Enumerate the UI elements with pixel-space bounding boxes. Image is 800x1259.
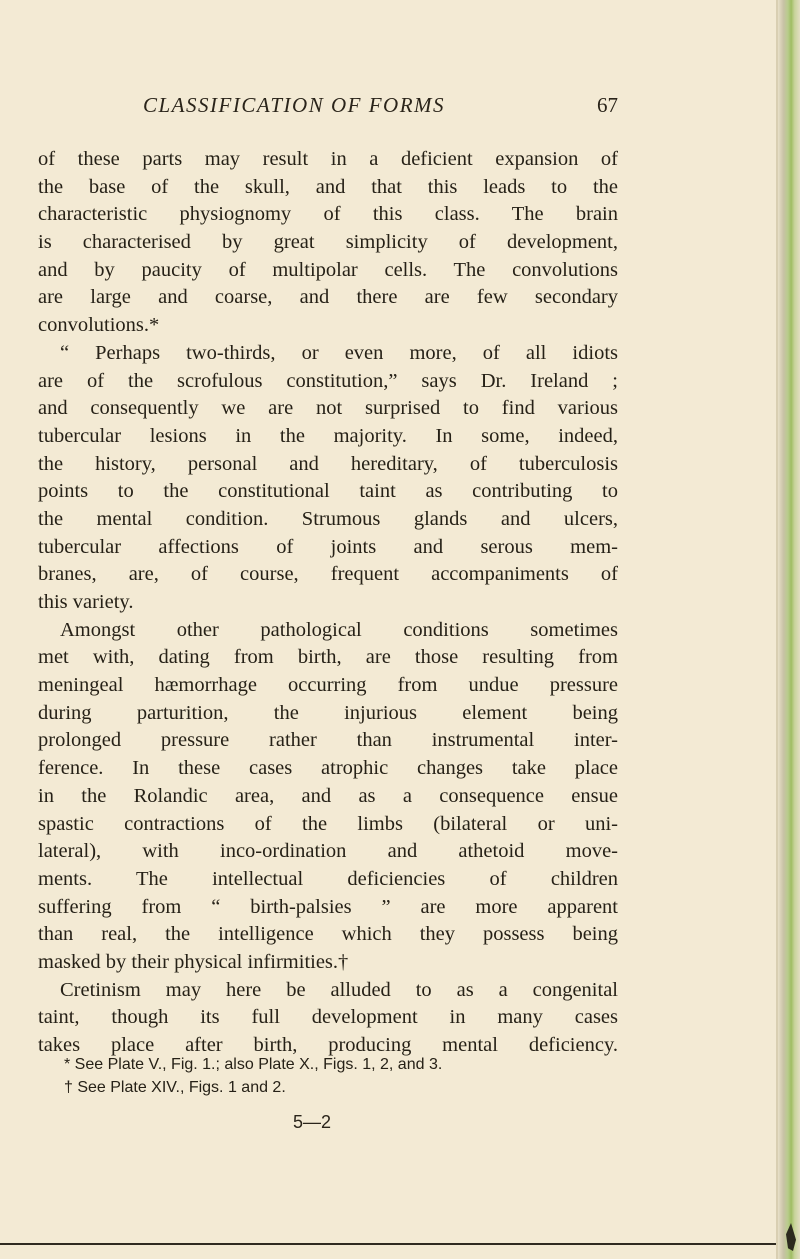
text-line: and consequently we are not surprised to find various xyxy=(38,397,618,420)
text-line: Amongst other pathological conditions sometimes xyxy=(60,618,618,641)
text-line: during parturition, the injurious element being xyxy=(38,701,618,724)
text-line: in the Rolandic area, and as a consequence ensue xyxy=(38,784,618,807)
spine-mark xyxy=(786,1223,796,1251)
text-line: prolonged pressure rather than instrumental inter- xyxy=(38,729,618,752)
text-line: ference. In these cases atrophic changes take place xyxy=(38,757,618,780)
footnotes xyxy=(64,1053,604,1099)
text-line: convolutions.* xyxy=(38,314,160,337)
text-line: than real, the intelligence which they possess being xyxy=(38,923,618,946)
page-header xyxy=(38,93,618,119)
text-line: the mental condition. Strumous glands and ulcers, xyxy=(38,507,618,530)
text-line: the history, personal and hereditary, of tuberculosis xyxy=(38,452,618,475)
text-line: are large and coarse, and there are few secondary xyxy=(38,286,618,309)
text-line: taint, though its full development in many cases xyxy=(38,1006,618,1029)
footnote: † See Plate XIV., Figs. 1 and 2. xyxy=(64,1079,286,1096)
text-line: points to the constitutional taint as contributing to xyxy=(38,480,618,503)
page-number: 67 xyxy=(597,93,618,117)
text-line: ments. The intellectual deficiencies of children xyxy=(38,867,618,890)
text-line: takes place after birth, producing mental deficiency. xyxy=(38,1034,618,1056)
book-spine xyxy=(778,0,800,1259)
text-line: Cretinism may here be alluded to as a congenital xyxy=(60,978,618,1001)
text-line: is characterised by great simplicity of development, xyxy=(38,231,618,254)
text-line: of these parts may result in a deficient expansion of xyxy=(38,148,618,170)
text-line: and by paucity of multipolar cells. The convolutions xyxy=(38,258,618,281)
text-line: spastic contractions of the limbs (bilateral or uni- xyxy=(38,812,618,835)
text-line: this variety. xyxy=(38,591,134,613)
footnote: * See Plate V., Fig. 1.; also Plate X., Figs. 1, 2, and 3. xyxy=(64,1056,443,1073)
bottom-rule xyxy=(0,1243,778,1245)
body-text xyxy=(38,146,618,1060)
text-line: meningeal hæmorrhage occurring from undue pressure xyxy=(38,674,618,697)
text-line: branes, are, of course, frequent accompaniments of xyxy=(38,563,618,586)
signature-mark: 5—2 xyxy=(293,1112,332,1132)
text-line: met with, dating from birth, are those resulting from xyxy=(38,646,618,669)
text-line: the base of the skull, and that this leads to the xyxy=(38,175,618,198)
text-line: are of the scrofulous constitution,” says Dr. Ireland ; xyxy=(38,369,618,392)
text-line: characteristic physiognomy of this class. The brain xyxy=(38,203,618,226)
text-line: tubercular affections of joints and serous mem- xyxy=(38,535,618,558)
text-line: tubercular lesions in the majority. In some, indeed, xyxy=(38,424,618,447)
running-title: CLASSIFICATION OF FORMS xyxy=(143,93,446,117)
text-line: “ Perhaps two-thirds, or even more, of all idiots xyxy=(60,341,618,364)
text-line: lateral), with inco-ordination and athetoid move- xyxy=(38,840,618,863)
text-line: masked by their physical infirmities.† xyxy=(38,950,349,973)
text-line: suffering from “ birth-palsies ” are more apparent xyxy=(38,895,618,918)
